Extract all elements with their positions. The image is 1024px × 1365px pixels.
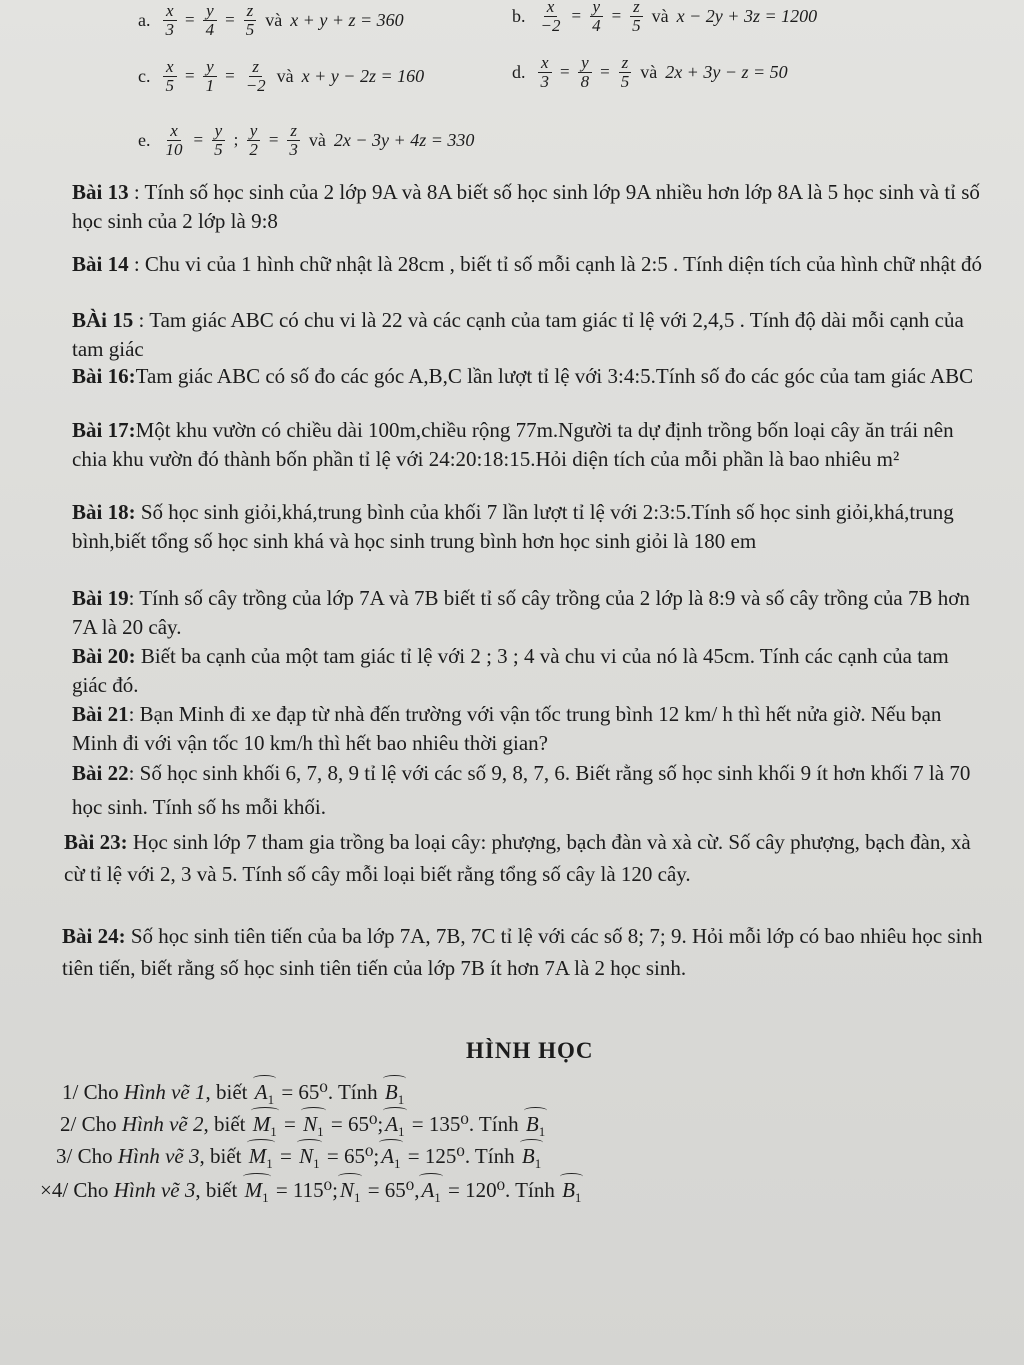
angle-value: = 65⁰ <box>276 1080 328 1104</box>
problem-title: Bài 22 <box>72 761 129 785</box>
numerator: x <box>163 2 177 21</box>
problem-title: Bài 19 <box>72 586 129 610</box>
separator: = <box>185 10 195 30</box>
angle-value: = <box>274 1144 298 1168</box>
exercise-label: b. <box>512 5 526 26</box>
problem-title: Bài 14 <box>72 252 129 276</box>
problem-text: : Tính số cây trồng của lớp 7A và 7B biết tỉ số cây trồng của 2 lớp là 8:9 và số cây trồng của 7B hơn 7A là 20 cây. <box>72 586 970 639</box>
condition-equation: x + y + z = 360 <box>290 9 404 30</box>
problem-16 <box>72 362 984 391</box>
separator: = <box>225 10 235 30</box>
angle-subscript: 1 <box>394 1156 401 1172</box>
separator: = <box>193 130 204 150</box>
condition <box>290 10 403 31</box>
angle-subscript: 1 <box>397 1092 405 1108</box>
separator: = <box>185 66 195 86</box>
problem-20 <box>72 642 984 700</box>
ask-text: . Tính <box>327 1080 383 1104</box>
conjunction: và <box>640 61 658 82</box>
numerator: y <box>247 122 261 141</box>
separator: = <box>268 130 279 150</box>
exercise-e <box>138 122 474 159</box>
numerator: y <box>212 122 226 141</box>
denominator: 3 <box>165 19 174 39</box>
denominator: −2 <box>540 15 561 35</box>
numerator: y <box>203 58 217 77</box>
denominator: 3 <box>289 139 298 159</box>
numerator: y <box>590 0 604 17</box>
angle-subscript: 1 <box>574 1190 582 1206</box>
problem-text: : Chu vi của 1 hình chữ nhật là 28cm , biết tỉ số mỗi cạnh là 2:5 . Tính diện tích của hình chữ nhật đó <box>128 252 983 276</box>
denominator: 4 <box>205 19 215 39</box>
fraction <box>589 0 604 35</box>
item-prefix: 1/ Cho <box>62 1080 124 1104</box>
condition-equation: 2x − 3y + 4z = 330 <box>333 129 475 150</box>
denominator: 5 <box>214 139 223 159</box>
angle-value: = 65⁰, <box>362 1178 420 1202</box>
exercise-a <box>138 2 404 39</box>
figure-name: Hình vẽ 1 <box>123 1080 206 1104</box>
fraction <box>211 122 226 159</box>
denominator: 1 <box>205 75 215 95</box>
fraction <box>163 2 178 39</box>
problem-title: Bài 13 <box>72 180 129 204</box>
angle: $B_1$ <box>520 1142 543 1178</box>
ask-text: . Tính <box>464 1144 520 1168</box>
problem-17 <box>72 416 984 474</box>
angle-value: = 65⁰; <box>325 1112 384 1136</box>
angle-subscript: 1 <box>270 1124 277 1140</box>
item-prefix: 3/ Cho <box>56 1144 118 1168</box>
figure-name: Hình vẽ 2 <box>121 1112 204 1136</box>
fraction <box>629 0 644 35</box>
exercise-c <box>138 58 424 95</box>
denominator: 5 <box>245 19 255 39</box>
fraction <box>538 0 564 35</box>
condition-equation: x + y − 2z = 160 <box>301 65 425 86</box>
conjunction: và <box>265 9 283 30</box>
given-text: , biết <box>203 1112 251 1136</box>
angle-subscript: 1 <box>313 1156 320 1172</box>
problem-text: Số học sinh giỏi,khá,trung bình của khối 7 lần lượt tỉ lệ với 2:3:5.Tính số học sinh giỏi,khá,trung bình,biết tổng số học sinh khá và học sinh trung bình hơn học sinh giỏi là 180 em <box>72 500 954 553</box>
angle-subscript: 1 <box>266 1156 273 1172</box>
problem-title: Bài 24: <box>62 924 126 948</box>
numerator: z <box>630 0 643 17</box>
problem-title: Bài 20: <box>72 644 136 668</box>
denominator: 5 <box>620 71 630 91</box>
given-text: , biết <box>205 1080 253 1104</box>
condition <box>302 66 424 87</box>
fraction <box>243 58 269 95</box>
problem-title: Bài 16: <box>72 364 136 388</box>
problem-19 <box>72 584 984 642</box>
numerator: z <box>249 58 262 77</box>
fraction <box>618 54 633 91</box>
denominator: 3 <box>540 71 549 91</box>
angle: $N_1$ <box>301 1110 326 1146</box>
separator: = <box>571 6 582 26</box>
problem-24 <box>62 920 984 984</box>
problem-18 <box>72 498 984 556</box>
ask-text: . Tính <box>468 1112 524 1136</box>
separator: = <box>600 62 610 82</box>
separator: = <box>560 62 570 82</box>
angle-value: = <box>278 1112 302 1136</box>
angle: $M_1$ <box>247 1142 275 1178</box>
exercise-label: a. <box>138 9 151 30</box>
condition <box>665 62 787 83</box>
angle-subscript: 1 <box>434 1190 441 1206</box>
fraction <box>243 2 258 39</box>
fraction <box>203 2 218 39</box>
condition-equation: 2x + 3y − z = 50 <box>665 61 788 82</box>
exercise-d <box>512 54 788 91</box>
numerator: z <box>287 122 300 141</box>
angle-subscript: 1 <box>538 1124 546 1140</box>
conjunction: và <box>308 129 326 150</box>
angle: $N_1$ <box>338 1176 363 1212</box>
problem-15 <box>72 306 984 364</box>
problem-text: : Tam giác ABC có chu vi là 22 và các cạnh của tam giác tỉ lệ với 2,4,5 . Tính độ dài mỗi cạnh của tam giác <box>72 308 964 361</box>
problem-title: Bài 23: <box>64 830 128 854</box>
separator: ; <box>233 130 239 150</box>
problem-title: BÀi 15 <box>72 308 134 332</box>
numerator: x <box>544 0 558 17</box>
denominator: 8 <box>580 71 590 91</box>
angle: $A_1$ <box>379 1142 402 1178</box>
angle-subscript: 1 <box>262 1190 269 1206</box>
conjunction: và <box>651 5 669 26</box>
denominator: 4 <box>592 15 601 35</box>
fraction <box>203 58 218 95</box>
problem-text: Biết ba cạnh của một tam giác tỉ lệ với 2 ; 3 ; 4 và chu vi của nó là 45cm. Tính các cạnh của tam giác đó. <box>72 644 949 697</box>
figure-name: Hình vẽ 3 <box>113 1178 196 1202</box>
problem-text: : Số học sinh khối 6, 7, 8, 9 tỉ lệ với các số 9, 8, 7, 6. Biết rằng số học sinh khối 9 ít hơn khối 7 là 70 học sinh. Tính số hs mỗi khối. <box>72 761 971 819</box>
angle: $B_1$ <box>383 1078 406 1114</box>
angle-value: = 125⁰ <box>402 1144 465 1168</box>
problem-title: Bài 18: <box>72 500 136 524</box>
given-text: , biết <box>195 1178 243 1202</box>
fraction <box>246 122 261 159</box>
exercise-b <box>512 0 817 35</box>
angle-subscript: 1 <box>398 1124 405 1140</box>
separator: = <box>611 6 622 26</box>
denominator: 2 <box>249 139 258 159</box>
angle-value: = 65⁰; <box>321 1144 380 1168</box>
problem-22 <box>72 756 984 824</box>
numerator: z <box>244 2 257 21</box>
numerator: y <box>203 2 217 21</box>
exercise-label: d. <box>512 61 526 82</box>
condition <box>334 130 474 151</box>
angle: $A_1$ <box>419 1176 442 1212</box>
angle: $M_1$ <box>243 1176 271 1212</box>
numerator: x <box>163 58 177 77</box>
angle: $B_1$ <box>560 1176 583 1212</box>
angle-value: = 115⁰; <box>270 1178 338 1202</box>
numerator: y <box>578 54 592 73</box>
item-prefix: 2/ Cho <box>60 1112 122 1136</box>
problem-14 <box>72 250 984 279</box>
fraction <box>163 58 178 95</box>
problem-13 <box>72 178 984 236</box>
geometry-item-1 <box>62 1078 406 1114</box>
numerator: z <box>619 54 632 73</box>
item-prefix: 4/ Cho <box>51 1178 114 1202</box>
problem-title: Bài 17: <box>72 418 136 442</box>
fraction <box>163 122 186 159</box>
problem-21 <box>72 700 984 758</box>
angle: $A_1$ <box>383 1110 406 1146</box>
angle-subscript: 1 <box>267 1092 275 1108</box>
angle: $A_1$ <box>253 1078 276 1114</box>
denominator: −2 <box>245 75 266 95</box>
angle-subscript: 1 <box>317 1124 324 1140</box>
ask-text: . Tính <box>505 1178 561 1202</box>
problem-text: Học sinh lớp 7 tham gia trồng ba loại cây: phượng, bạch đàn và xà cừ. Số cây phượng, bạch đàn, xà cừ tỉ lệ với 2, 3 và 5. Tính số cây mỗi loại biết rằng tổng số cây là 120 cây. <box>64 830 971 886</box>
geometry-item-3 <box>56 1142 543 1178</box>
problem-text: : Bạn Minh đi xe đạp từ nhà đến trường với vận tốc trung bình 12 km/ h thì hết nửa giờ. Nếu bạn Minh đi với vận tốc 10 km/h thì hết bao nhiêu thời gian? <box>72 702 942 755</box>
denominator: 5 <box>165 75 174 95</box>
condition-equation: x − 2y + 3z = 1200 <box>676 5 818 26</box>
given-text: , biết <box>199 1144 247 1168</box>
angle: $B_1$ <box>524 1110 547 1146</box>
angle: $M_1$ <box>251 1110 279 1146</box>
fraction <box>578 54 593 91</box>
angle-value: = 135⁰ <box>406 1112 469 1136</box>
problem-23 <box>64 826 984 890</box>
fraction <box>286 122 301 159</box>
figure-name: Hình vẽ 3 <box>117 1144 200 1168</box>
angle: $N_1$ <box>297 1142 322 1178</box>
problem-text: Tam giác ABC có số đo các góc A,B,C lần lượt tỉ lệ với 3:4:5.Tính số đo các góc của tam giác ABC <box>135 364 974 388</box>
condition <box>677 6 817 27</box>
fraction <box>538 54 553 91</box>
problem-title: Bài 21 <box>72 702 129 726</box>
exercise-label: c. <box>138 65 151 86</box>
denominator: 10 <box>165 139 183 159</box>
conjunction: và <box>276 65 294 86</box>
problem-text: Một khu vườn có chiều dài 100m,chiều rộng 77m.Người ta dự định trồng bốn loại cây ăn trái nên chia khu vườn đó thành bốn phần tỉ lệ với 24:20:18:15.Hỏi diện tích của mỗi phần là bao nhiêu m² <box>72 418 954 471</box>
numerator: x <box>167 122 181 141</box>
separator: = <box>225 66 235 86</box>
geometry-heading: HÌNH HỌC <box>466 1038 594 1063</box>
problem-text: : Tính số học sinh của 2 lớp 9A và 8A biết số học sinh lớp 9A nhiều hơn lớp 8A là 5 học sinh và tỉ số học sinh của 2 lớp là 9:8 <box>72 180 980 233</box>
numerator: x <box>538 54 552 73</box>
angle-subscript: 1 <box>353 1190 361 1206</box>
exercise-label: e. <box>138 129 151 150</box>
problem-text: Số học sinh tiên tiến của ba lớp 7A, 7B, 7C tỉ lệ với các số 8; 7; 9. Hỏi mỗi lớp có bao nhiêu học sinh tiên tiến, biết rằng số học sinh tiên tiến của lớp 7B ít hơn 7A là 2 học sinh. <box>62 924 983 980</box>
angle-value: = 120⁰ <box>442 1178 506 1202</box>
angle-subscript: 1 <box>534 1156 542 1172</box>
cross-mark: × <box>40 1178 52 1202</box>
denominator: 5 <box>632 15 641 35</box>
geometry-item-4 <box>40 1176 583 1212</box>
